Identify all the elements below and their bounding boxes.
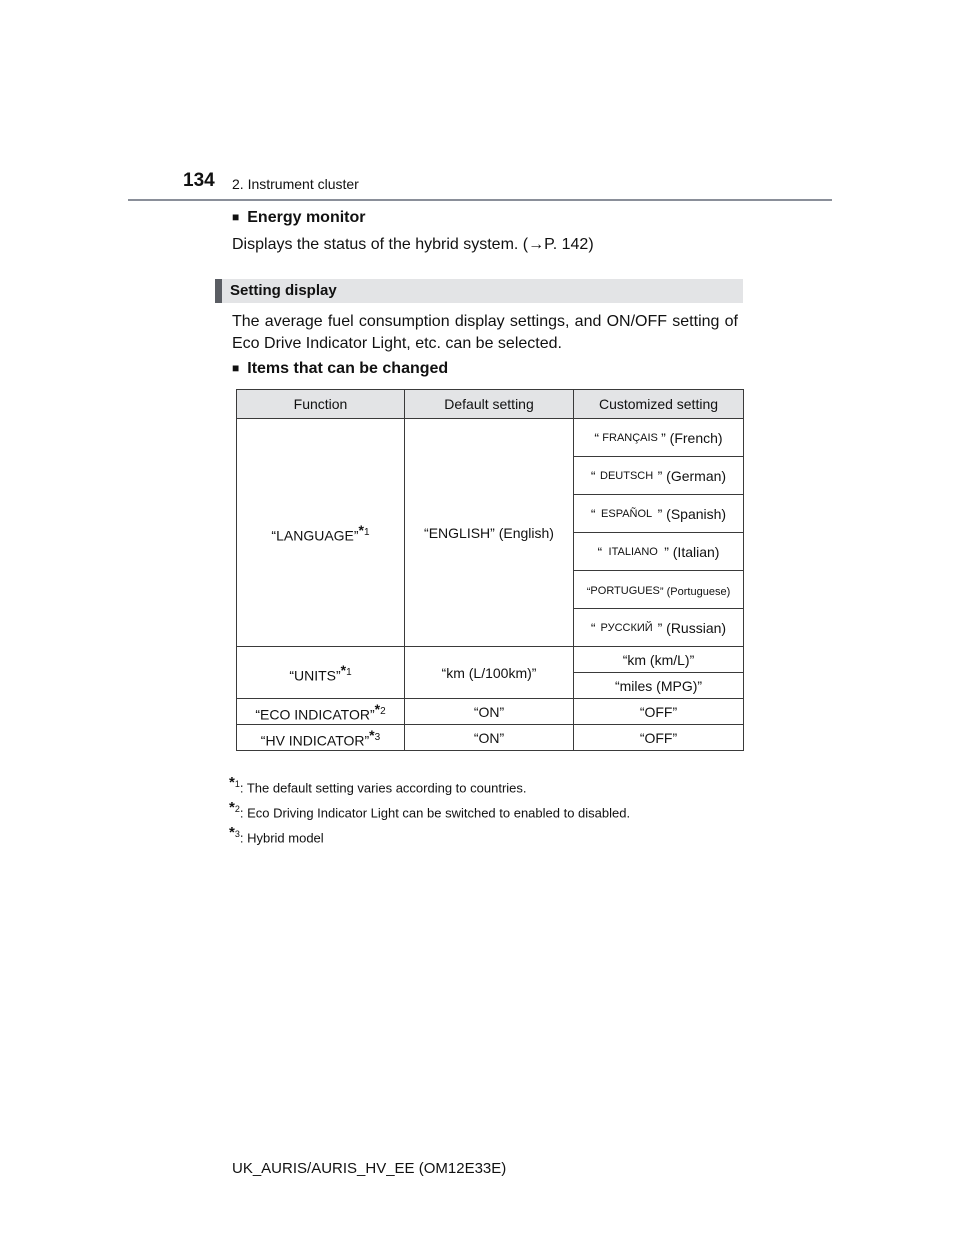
document-id: UK_AURIS/AURIS_HV_EE (OM12E33E) [232,1160,507,1177]
header-customized-setting: Customized setting [574,390,744,419]
language-option-russian: “ РУССКИЙ ” (Russian) [574,609,744,647]
settings-table [236,389,744,751]
hv-function-cell: “HV INDICATOR”$^{*3}$ [237,725,405,751]
language-option-french: “ FRANÇAIS ” (French) [574,419,744,457]
section-header [215,279,743,303]
units-function-cell: “UNITS”$^{*1}$ [237,647,405,699]
language-option-portuguese: “PORTUGUES” (Portuguese) [574,571,744,609]
energy-monitor-body: Displays the status of the hybrid system. (→P. 142) [232,236,594,253]
footnote-3: $^{*3}$: Hybrid model [229,824,324,846]
items-heading: ■ Items that can be changed [232,360,449,377]
language-function-cell: “LANGUAGE”$^{*1}$ [237,419,405,647]
footnote-ref: *1 [340,661,352,678]
language-option-german: “ DEUTSCH ” (German) [574,457,744,495]
table-row [237,699,744,725]
table-row [237,419,744,457]
eco-custom-cell: “OFF” [574,699,744,725]
footnote-1: $^{*1}$: The default setting varies according to countries. [229,774,527,796]
table-header-row [237,390,744,419]
chapter-title: 2. Instrument cluster [232,176,359,192]
hv-custom-cell: “OFF” [574,725,744,751]
footnote-ref: *2 [374,700,386,717]
language-option-italian: “ ITALIANO ” (Italian) [574,533,744,571]
header-default-setting: Default setting [405,390,574,419]
section-accent-bar [215,279,222,303]
section-title: Setting display [230,282,337,299]
units-option-miles: “miles (MPG)” [574,673,744,699]
bullet-square-icon: ■ [232,210,240,224]
bullet-square-icon: ■ [232,361,240,375]
footnote-ref: *1 [358,521,370,538]
footnote-2: $^{*2}$: Eco Driving Indicator Light can be switched to enabled to disabled. [229,799,631,821]
table-row [237,647,744,673]
eco-function-cell: “ECO INDICATOR”$^{*2}$ [237,699,405,725]
language-option-spanish: “ ESPAÑOL ” (Spanish) [574,495,744,533]
units-option-km: “km (km/L)” [574,647,744,673]
table-row [237,725,744,751]
header-rule [128,199,832,201]
section-intro: The average fuel consumption display settings, and ON/OFF setting of Eco Drive Indicator Light, etc. can be selected. [232,313,738,352]
page-number: 134 [183,170,215,191]
energy-monitor-heading: ■ Energy monitor [232,209,366,226]
header-function: Function [237,390,405,419]
units-default-cell: “km (L/100km)” [405,647,574,699]
eco-default-cell: “ON” [405,699,574,725]
language-default-cell: “ENGLISH” (English) [405,419,574,647]
footnote-ref: *3 [369,726,381,743]
hv-default-cell: “ON” [405,725,574,751]
